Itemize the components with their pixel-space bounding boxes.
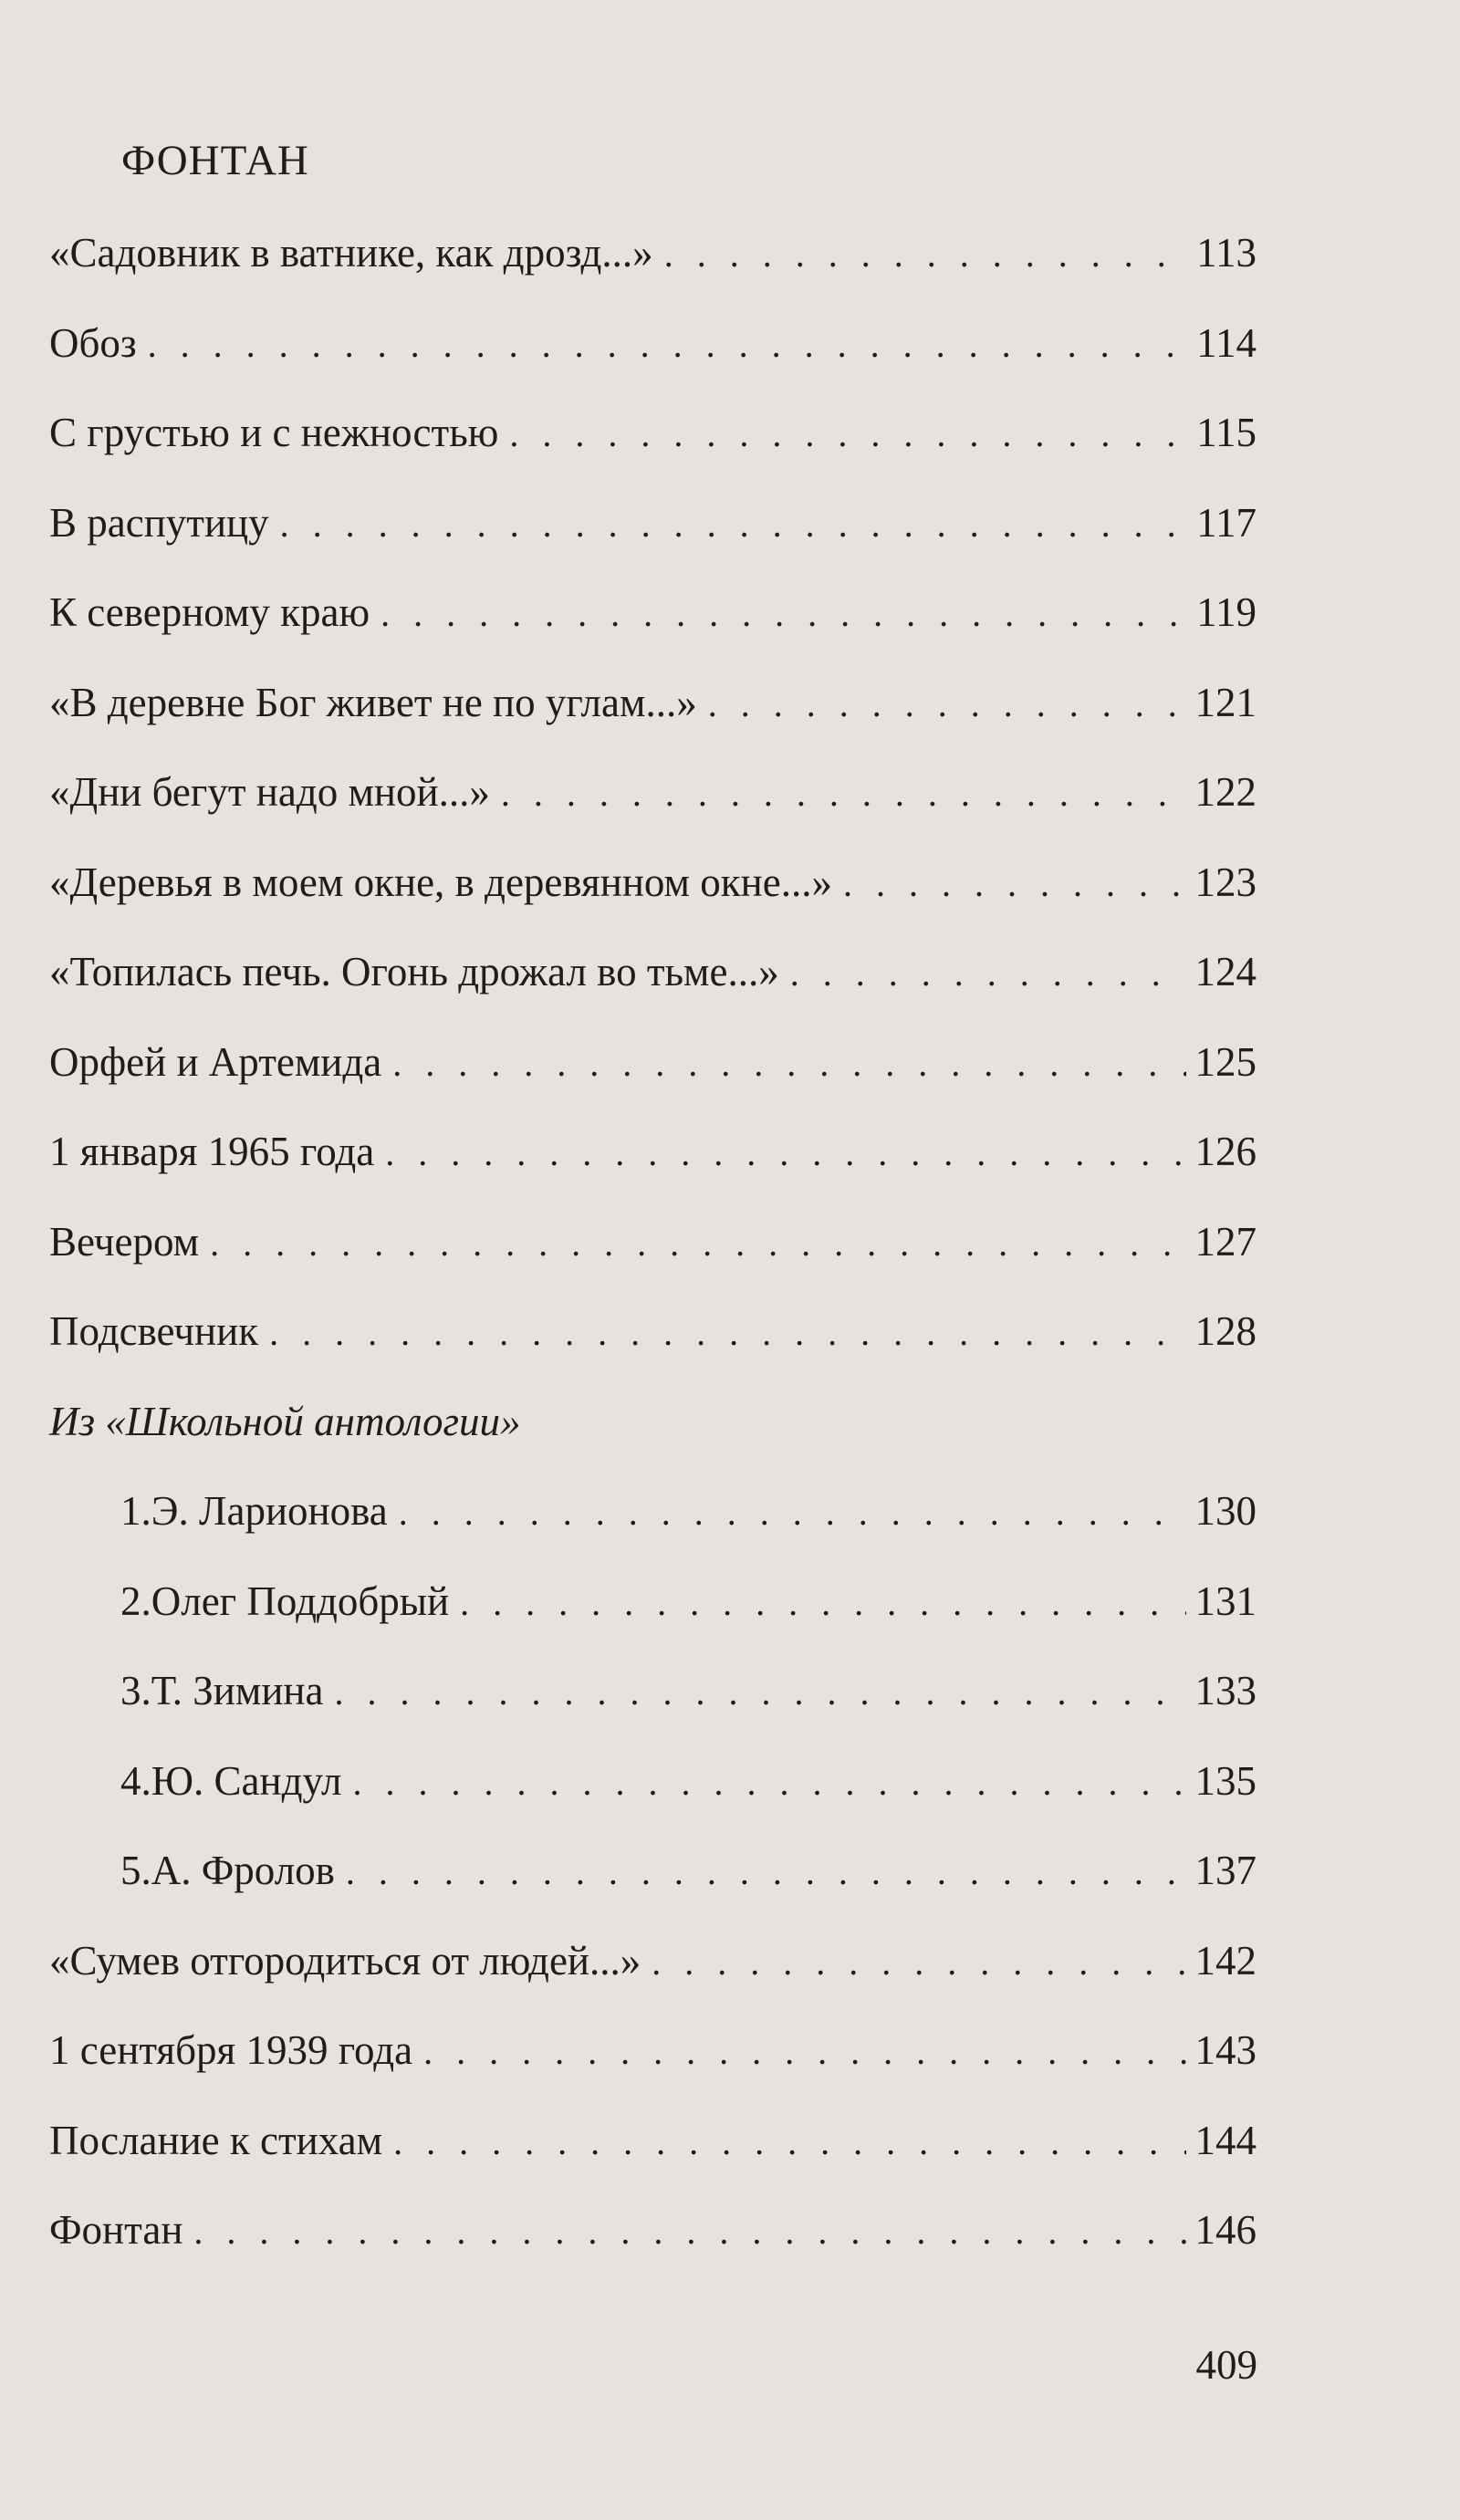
toc-entry-page: 113 [1196, 230, 1257, 276]
toc-entry-title: 1 января 1965 года [49, 1129, 375, 1174]
subentry-number: 1. [120, 1488, 151, 1534]
toc-entry-page: 146 [1194, 2207, 1257, 2253]
dot-leader [501, 765, 1186, 823]
toc-entry-title: «Топилась печь. Огонь дрожал во тьме...» [49, 949, 779, 994]
table-of-contents [49, 224, 1257, 2291]
toc-entry-title: Фонтан [49, 2207, 183, 2253]
toc-entry [49, 1932, 1257, 2022]
toc-entry-page: 133 [1194, 1668, 1257, 1713]
dot-leader [423, 2023, 1185, 2081]
toc-entry-title: Обоз [49, 319, 137, 366]
toc-entry [49, 673, 1257, 764]
dot-leader [346, 1843, 1186, 1901]
toc-entry-page: 130 [1194, 1488, 1257, 1534]
dot-leader [148, 316, 1187, 374]
toc-entry-page: 137 [1194, 1848, 1257, 1893]
toc-entry-title: Ю. Сандул [151, 1757, 342, 1804]
toc-entry [49, 1033, 1257, 1123]
toc-entry [49, 2021, 1257, 2111]
toc-entry-page: 114 [1196, 319, 1257, 366]
toc-entry [49, 1302, 1257, 1392]
toc-entry [49, 2111, 1257, 2202]
dot-leader [334, 1663, 1185, 1722]
toc-entry-page: 122 [1194, 769, 1257, 815]
toc-entry [49, 403, 1257, 494]
dot-leader [708, 675, 1186, 734]
toc-subentry [49, 1661, 1257, 1752]
dot-leader [652, 1933, 1185, 1992]
toc-entry-title: К северному краю [49, 589, 370, 635]
toc-entry-page: 131 [1194, 1578, 1257, 1624]
toc-entry-page: 126 [1194, 1129, 1257, 1174]
subentry-number: 5. [120, 1848, 151, 1893]
toc-subentry [49, 1572, 1257, 1662]
dot-leader [392, 1035, 1185, 1093]
toc-entry-page: 125 [1194, 1038, 1257, 1085]
toc-entry-title: Вечером [49, 1218, 200, 1265]
dot-leader [509, 405, 1187, 463]
dot-leader [843, 855, 1186, 913]
dot-leader [193, 2202, 1185, 2261]
toc-entry-title: «Дни бегут надо мной...» [49, 769, 490, 815]
toc-entry [49, 1213, 1257, 1303]
toc-entry [49, 942, 1257, 1033]
toc-entry-title: В распутицу [49, 499, 269, 546]
toc-entry [49, 853, 1257, 943]
toc-entry-title: «В деревне Бог живет не по углам...» [49, 679, 697, 725]
section-title: ФОНТАН [121, 137, 309, 184]
toc-entry-title: Подсвечник [49, 1308, 259, 1354]
toc-entry-title: «Садовник в ватнике, как дрозд...» [49, 230, 653, 276]
toc-entry-page: 115 [1196, 410, 1257, 455]
toc-entry [49, 314, 1257, 404]
toc-entry [49, 2201, 1257, 2291]
dot-leader [790, 944, 1186, 1003]
toc-entry [49, 224, 1257, 314]
toc-entry-page: 123 [1194, 859, 1257, 905]
dot-leader [664, 225, 1187, 284]
toc-entry [49, 1122, 1257, 1213]
page-number: 409 [1195, 2342, 1257, 2388]
toc-entry-title: Э. Ларионова [151, 1488, 388, 1534]
toc-entry-title: Олег Поддобрый [151, 1578, 450, 1624]
toc-entry-title: «Сумев отгородиться от людей...» [49, 1937, 641, 1984]
toc-entry-title: 1 сентября 1939 года [49, 2027, 413, 2073]
dot-leader [280, 495, 1188, 554]
toc-entry-page: 135 [1194, 1757, 1257, 1804]
toc-entry [49, 763, 1257, 853]
toc-entry-page: 143 [1194, 2027, 1257, 2073]
toc-entry [49, 494, 1257, 584]
toc-entry-page: 117 [1196, 499, 1257, 546]
subentry-number: 3. [120, 1668, 151, 1713]
dot-leader [399, 1484, 1186, 1542]
toc-subentry [49, 1841, 1257, 1932]
toc-subentry [49, 1482, 1257, 1572]
toc-entry-page: 121 [1194, 679, 1257, 725]
dot-leader [393, 2113, 1185, 2171]
dot-leader [385, 1124, 1185, 1182]
toc-entry [49, 583, 1257, 673]
toc-entry-page: 142 [1194, 1937, 1257, 1984]
dot-leader [210, 1214, 1185, 1273]
toc-entry-page: 128 [1194, 1308, 1257, 1354]
toc-entry-page: 119 [1196, 589, 1257, 635]
toc-entry-title: С грустью и с нежностью [49, 410, 499, 455]
toc-subentry [49, 1752, 1257, 1842]
toc-entry-title: Т. Зимина [151, 1668, 324, 1713]
group-heading: Из «Школьной антологии» [49, 1398, 521, 1444]
toc-entry-page: 127 [1194, 1218, 1257, 1265]
dot-leader [460, 1574, 1185, 1632]
toc-entry-page: 124 [1194, 949, 1257, 994]
toc-entry-title: А. Фролов [151, 1848, 335, 1893]
toc-entry-page: 144 [1194, 2117, 1257, 2163]
dot-leader [381, 585, 1187, 643]
subentry-number: 2. [120, 1578, 151, 1624]
subentry-number: 4. [120, 1757, 151, 1804]
toc-entry-title: Послание к стихам [49, 2117, 383, 2163]
dot-leader [352, 1754, 1185, 1812]
toc-entry-title: «Деревья в моем окне, в деревянном окне...» [49, 859, 832, 905]
dot-leader [269, 1304, 1185, 1362]
toc-entry-title: Орфей и Артемида [49, 1038, 382, 1085]
